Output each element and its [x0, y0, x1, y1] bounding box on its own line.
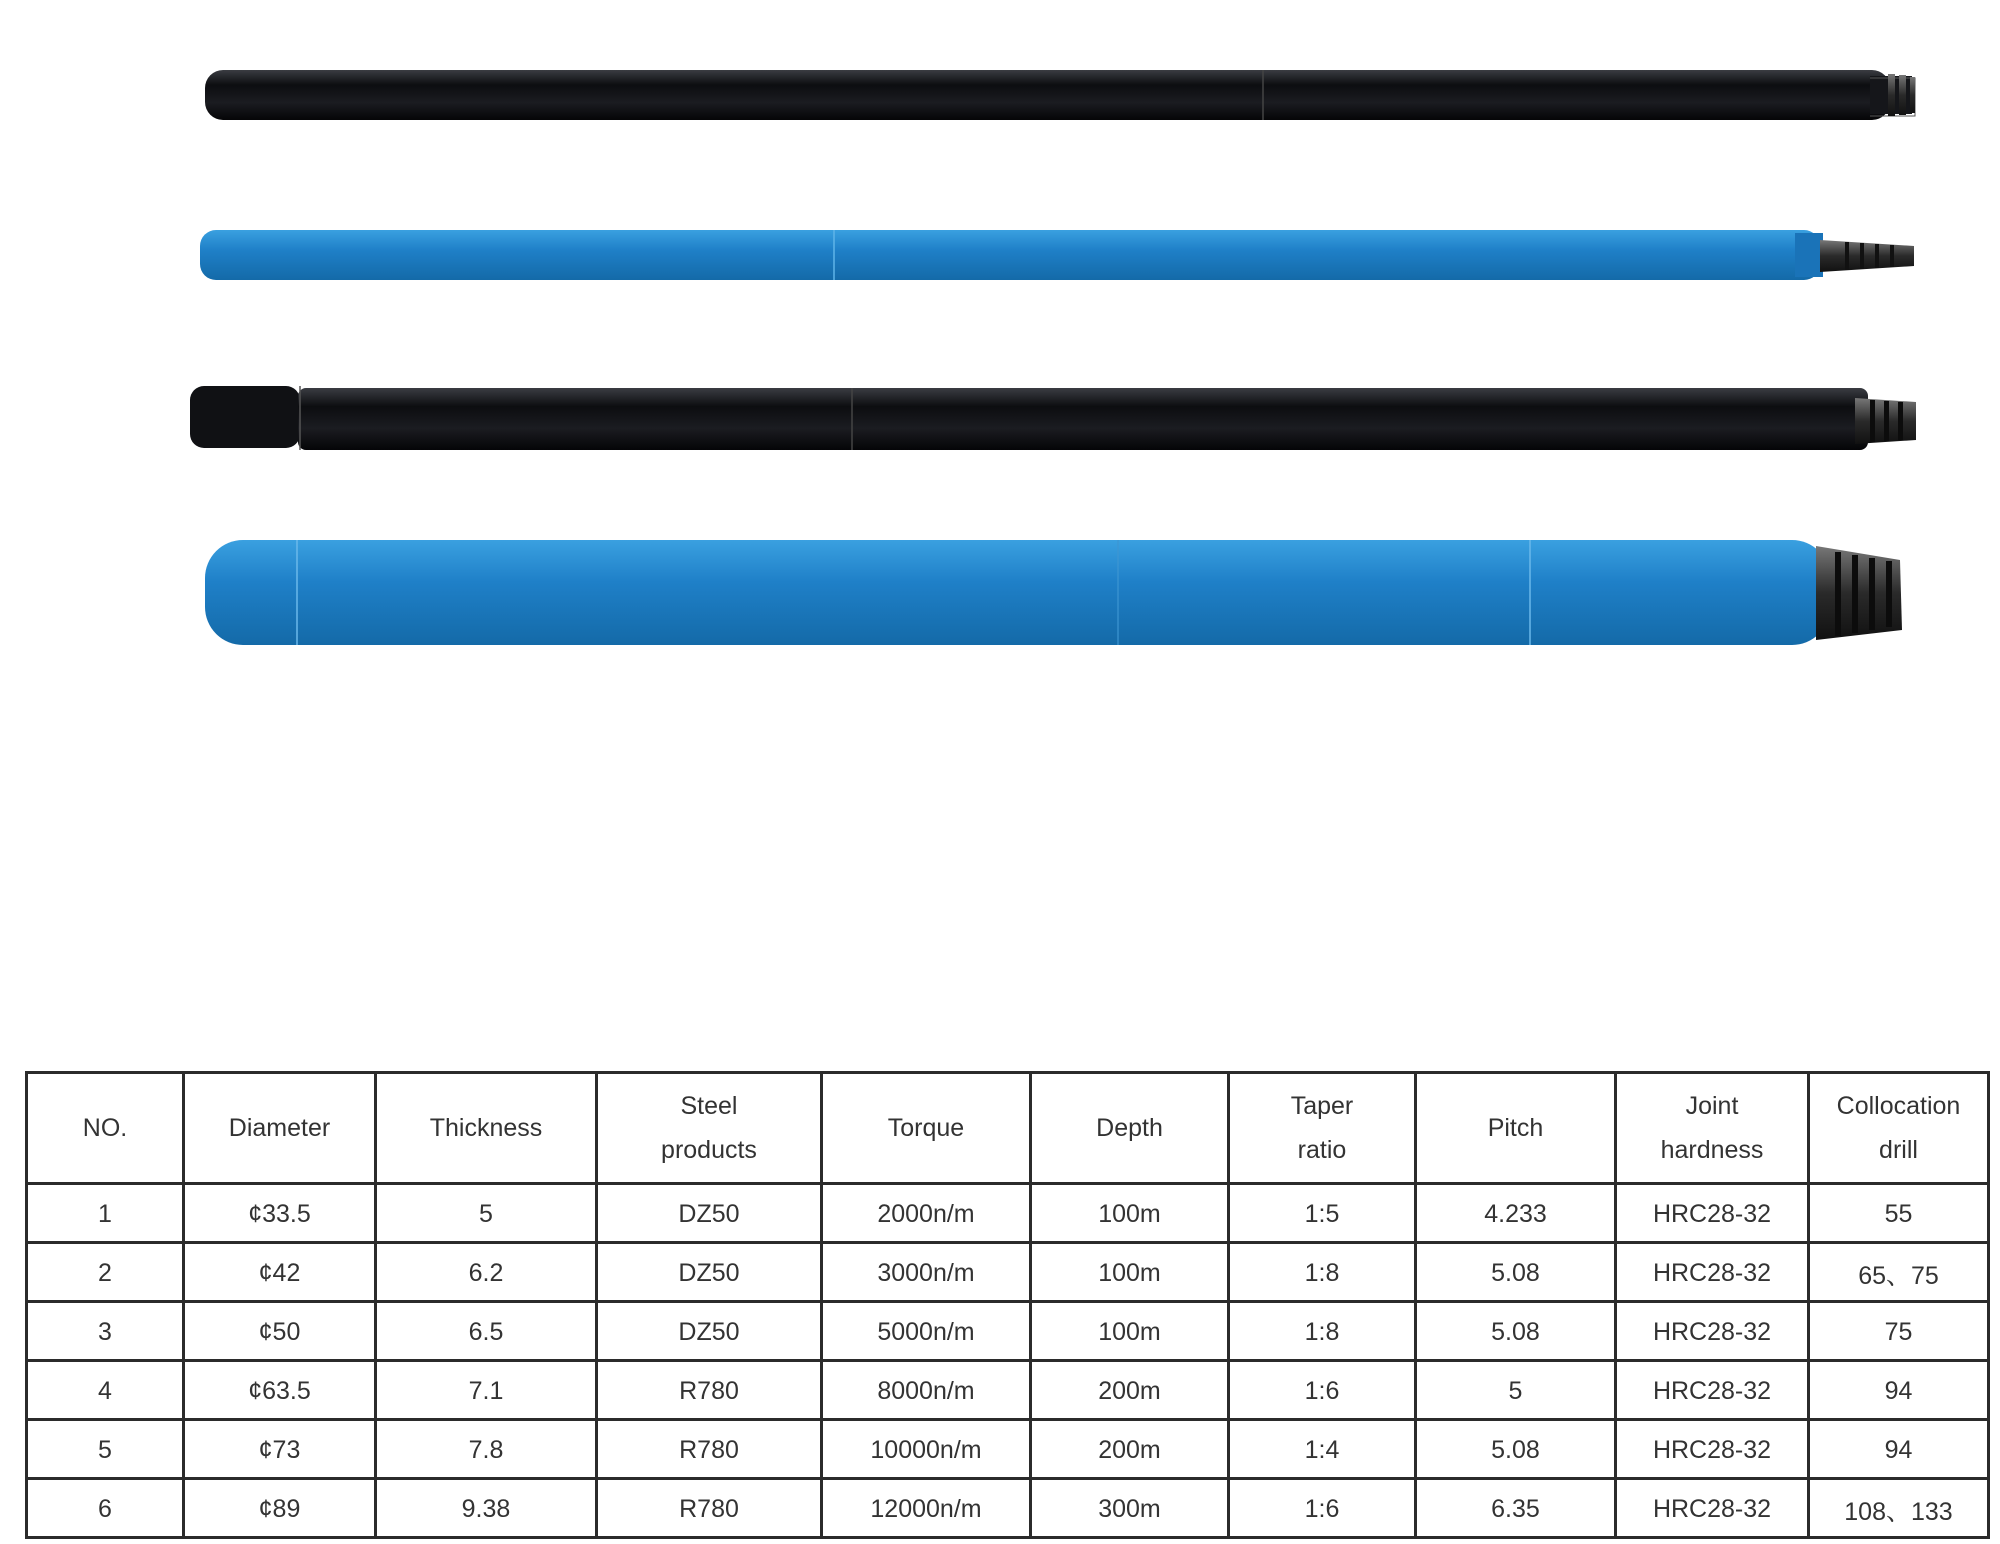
cell-steel: R780	[597, 1420, 822, 1479]
header-no: NO.	[27, 1073, 184, 1184]
cell-pitch: 6.35	[1416, 1479, 1616, 1538]
cell-diameter: ¢89	[184, 1479, 376, 1538]
cell-steel: R780	[597, 1361, 822, 1420]
header-pitch: Pitch	[1416, 1073, 1616, 1184]
cell-pitch: 5.08	[1416, 1243, 1616, 1302]
cell-taper: 1:6	[1229, 1479, 1416, 1538]
rod-2	[200, 230, 1914, 280]
cell-hardness: HRC28-32	[1616, 1479, 1809, 1538]
cell-depth: 100m	[1031, 1184, 1229, 1243]
cell-thickness: 6.2	[376, 1243, 597, 1302]
table-row	[27, 1184, 1989, 1243]
header-thickness: Thickness	[376, 1073, 597, 1184]
cell-thickness: 7.1	[376, 1361, 597, 1420]
cell-steel: DZ50	[597, 1243, 822, 1302]
cell-diameter: ¢50	[184, 1302, 376, 1361]
cell-thickness: 7.8	[376, 1420, 597, 1479]
cell-diameter: ¢42	[184, 1243, 376, 1302]
rod-4	[205, 540, 1902, 645]
cell-depth: 200m	[1031, 1420, 1229, 1479]
specifications-table	[25, 1071, 1990, 1539]
cell-pitch: 5.08	[1416, 1420, 1616, 1479]
cell-pitch: 5	[1416, 1361, 1616, 1420]
cell-steel: DZ50	[597, 1184, 822, 1243]
cell-depth: 200m	[1031, 1361, 1229, 1420]
cell-pitch: 5.08	[1416, 1302, 1616, 1361]
cell-depth: 100m	[1031, 1243, 1229, 1302]
header-steel-products: Steel products	[597, 1073, 822, 1184]
header-collocation-drill: Collocation drill	[1809, 1073, 1989, 1184]
cell-torque: 2000n/m	[822, 1184, 1031, 1243]
table-row	[27, 1361, 1989, 1420]
header-row	[27, 1073, 1989, 1184]
cell-no: 2	[27, 1243, 184, 1302]
cell-steel: DZ50	[597, 1302, 822, 1361]
cell-taper: 1:6	[1229, 1361, 1416, 1420]
table-row	[27, 1302, 1989, 1361]
cell-torque: 12000n/m	[822, 1479, 1031, 1538]
cell-depth: 300m	[1031, 1479, 1229, 1538]
cell-thickness: 6.5	[376, 1302, 597, 1361]
cell-torque: 8000n/m	[822, 1361, 1031, 1420]
cell-thickness: 5	[376, 1184, 597, 1243]
cell-hardness: HRC28-32	[1616, 1184, 1809, 1243]
cell-torque: 10000n/m	[822, 1420, 1031, 1479]
rod-3	[190, 386, 1916, 450]
cell-depth: 100m	[1031, 1302, 1229, 1361]
table-row	[27, 1243, 1989, 1302]
cell-no: 6	[27, 1479, 184, 1538]
cell-no: 5	[27, 1420, 184, 1479]
rod-1	[205, 70, 1915, 120]
cell-drill: 94	[1809, 1420, 1989, 1479]
header-depth: Depth	[1031, 1073, 1229, 1184]
cell-diameter: ¢33.5	[184, 1184, 376, 1243]
cell-taper: 1:8	[1229, 1243, 1416, 1302]
cell-steel: R780	[597, 1479, 822, 1538]
cell-drill: 55	[1809, 1184, 1989, 1243]
cell-no: 3	[27, 1302, 184, 1361]
cell-drill: 65、75	[1809, 1243, 1989, 1302]
cell-hardness: HRC28-32	[1616, 1361, 1809, 1420]
cell-hardness: HRC28-32	[1616, 1243, 1809, 1302]
cell-drill: 108、133	[1809, 1479, 1989, 1538]
cell-pitch: 4.233	[1416, 1184, 1616, 1243]
header-diameter: Diameter	[184, 1073, 376, 1184]
cell-torque: 5000n/m	[822, 1302, 1031, 1361]
cell-drill: 94	[1809, 1361, 1989, 1420]
table-row	[27, 1479, 1989, 1538]
header-torque: Torque	[822, 1073, 1031, 1184]
cell-hardness: HRC28-32	[1616, 1302, 1809, 1361]
cell-taper: 1:4	[1229, 1420, 1416, 1479]
cell-drill: 75	[1809, 1302, 1989, 1361]
drill-rods-image	[0, 0, 2000, 700]
cell-thickness: 9.38	[376, 1479, 597, 1538]
cell-taper: 1:8	[1229, 1302, 1416, 1361]
cell-no: 4	[27, 1361, 184, 1420]
header-joint-hardness: Joint hardness	[1616, 1073, 1809, 1184]
table-row	[27, 1420, 1989, 1479]
cell-hardness: HRC28-32	[1616, 1420, 1809, 1479]
header-taper-ratio: Taper ratio	[1229, 1073, 1416, 1184]
cell-taper: 1:5	[1229, 1184, 1416, 1243]
cell-diameter: ¢63.5	[184, 1361, 376, 1420]
cell-torque: 3000n/m	[822, 1243, 1031, 1302]
cell-no: 1	[27, 1184, 184, 1243]
cell-diameter: ¢73	[184, 1420, 376, 1479]
